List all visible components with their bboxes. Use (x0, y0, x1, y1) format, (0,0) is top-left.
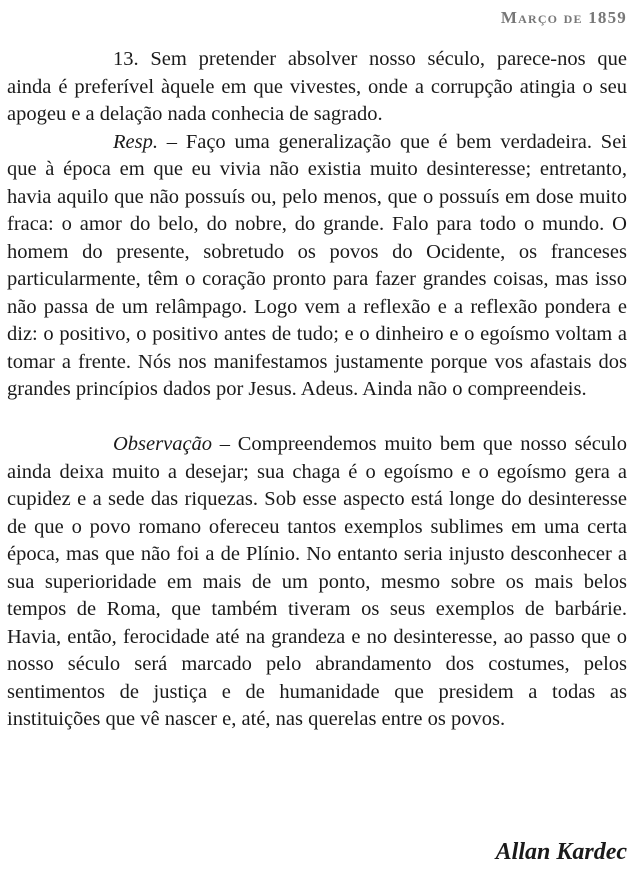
observation-label: Observação (113, 433, 213, 455)
running-head: Março de 1859 (500, 8, 627, 27)
response-label: Resp. (113, 130, 158, 153)
question-paragraph: 13. Sem pretender absolver nosso século, parece-nos que ainda é preferível àquele em que vivestes, onde a corrupção atingia o seu apogeu e a delação nada conhecia de sagrado. (7, 48, 627, 125)
page-body (7, 46, 627, 734)
observation-text: – Compreendemos muito bem que nosso século ainda deixa muito a desejar; sua chaga é o egoísmo e o egoísmo gera a cupidez e a sede das riquezas. Sob esse aspecto está longe do desinteresse de que o povo romano ofereceu tantos exemplos sublimes em uma certa época, mas que não foi a de Plínio. No entanto seria injusto desconhecer a sua superioridade em mais de um ponto, mesmo sobre os mais belos tempos de Roma, que também tiveram os seus exemplos de barbárie. Havia, então, ferocidade até na grandeza e no desinteresse, ao passo que o nosso século será marcado pelo abrandamento dos costumes, pelos sentimentos de justiça e de humanidade que presidem a todas as instituições que vê nascer e, até, nas querelas entre os povos. (7, 433, 627, 730)
observation-paragraph (7, 431, 627, 734)
response-paragraph (7, 129, 627, 404)
author-signature: Allan Kardec (495, 839, 627, 865)
response-text: – Faço uma generalização que é bem verdadeira. Sei que à época em que eu vivia não existia muito desinteresse; entretanto, havia aquilo que não possuís ou, pelo menos, que o possuís em dose muito fraca: o amor do belo, do nobre, do grande. Falo para todo o mundo. O homem do presente, sobretudo os povos do Ocidente, os franceses particularmente, têm o coração pronto para fazer grandes coisas, mas isso não passa de um relâmpago. Logo vem a reflexão e a reflexão pondera e diz: o positivo, o positivo antes de tudo; e o dinheiro e o egoísmo voltam a tomar a frente. Nós nos manifestamos justamente porque vos afastais dos grandes princípios dados por Jesus. Adeus. Ainda não o compreendeis. (7, 130, 627, 400)
